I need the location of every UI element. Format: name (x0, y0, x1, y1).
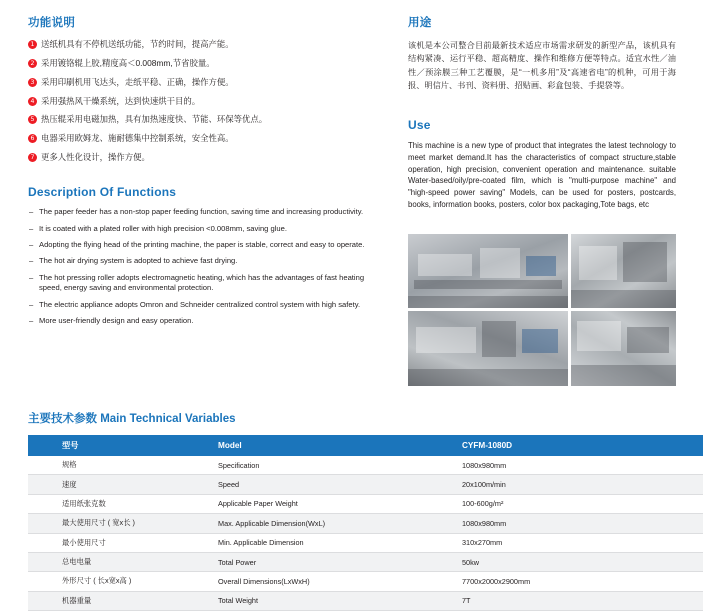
list-item (28, 77, 368, 88)
list-item-text: 采用印刷机用飞达头，走纸平稳、正确，操作方便。 (41, 76, 234, 87)
functions-list (28, 39, 368, 163)
cell-label-cn: 最小使用尺寸 (28, 533, 210, 552)
cell-label-cn: 适用纸张克数 (28, 494, 210, 513)
cell-label-en: Max. Applicable Dimension(WxL) (210, 514, 454, 533)
description-title-en: Description Of Functions (28, 185, 177, 200)
number-badge-icon: 7 (28, 153, 37, 162)
list-item (28, 133, 368, 144)
list-item (28, 39, 368, 50)
list-item: – The paper feeder has a non-stop paper feeding function, saving time and increasing productivity. (28, 207, 368, 218)
column-header-model-cn: 型号 (28, 435, 210, 456)
table-row (28, 591, 703, 610)
cell-label-cn: 总电电量 (28, 552, 210, 571)
usage-title-cn: 用途 (408, 17, 432, 29)
cell-value: 50kw (454, 552, 703, 571)
list-item: – Adopting the flying head of the printing machine, the paper is stable, correct and easy to operate. (28, 240, 368, 251)
number-badge-icon: 6 (28, 134, 37, 143)
table-row (28, 572, 703, 591)
cell-value: 1080x980mm (454, 514, 703, 533)
list-item-text: 送纸机具有不停机送纸功能，节约时间，提高产能。 (41, 39, 234, 49)
list-item: – More user-friendly design and easy operation. (28, 316, 368, 327)
machine-photo-4 (571, 311, 676, 386)
table-row (28, 552, 703, 571)
list-item-text: 更多人性化设计，操作方便。 (41, 152, 150, 163)
description-list (28, 207, 368, 326)
cell-label-cn: 外形尺寸 ( 长x宽x高 ) (28, 572, 210, 591)
list-item (28, 96, 368, 107)
cell-label-cn: 规格 (28, 456, 210, 475)
right-column (408, 14, 676, 210)
column-header-value: CYFM-1080D (454, 435, 703, 456)
cell-value: 310x270mm (454, 533, 703, 552)
cell-value: 7700x2000x2900mm (454, 572, 703, 591)
table-row (28, 494, 703, 513)
specs-table (28, 435, 703, 611)
left-column (28, 14, 368, 332)
functions-title-cn: 功能说明 (28, 17, 76, 29)
number-badge-icon: 4 (28, 97, 37, 106)
list-item-text: 采用镀铬辊上胶,精度高＜0.008mm,节省胶量。 (41, 57, 215, 68)
number-badge-icon: 3 (28, 78, 37, 87)
cell-label-en: Applicable Paper Weight (210, 494, 454, 513)
list-item (28, 58, 368, 69)
number-badge-icon: 5 (28, 115, 37, 124)
cell-label-en: Total Weight (210, 591, 454, 610)
list-item-text: 采用强热风干燥系统，达到快速烘干目的。 (41, 95, 201, 106)
machine-photo-3 (408, 311, 568, 386)
cell-label-en: Min. Applicable Dimension (210, 533, 454, 552)
list-item-text: 热压辊采用电磁加热，具有加热速度快、节能、环保等优点。 (41, 114, 268, 125)
cell-label-cn: 速度 (28, 475, 210, 494)
cell-label-en: Overall Dimensions(LxWxH) (210, 572, 454, 591)
table-row (28, 475, 703, 494)
list-item (28, 152, 368, 163)
cell-value: 20x100m/min (454, 475, 703, 494)
specs-title: 主要技术参数 Main Technical Variables (28, 413, 236, 425)
cell-value: 1080x980mm (454, 456, 703, 475)
cell-label-en: Speed (210, 475, 454, 494)
list-item: – The electric appliance adopts Omron and Schneider centralized control system with high safety. (28, 300, 368, 311)
cell-label-en: Total Power (210, 552, 454, 571)
list-item: – It is coated with a plated roller with high precision <0.008mm, saving glue. (28, 224, 368, 235)
usage-paragraph-en: This machine is a new type of product that integrates the latest technology to meet market demand.It has the characteristics of compact structure,stable operation, high precision, convenient operation and maintenance. suitable Water-based/oily/pre-coated film, which is "multi-purpose machine" and "high-speed power saving" Models, can be used for posters, postcards, books, information books, posters, color box packaging,Tote bags, etc (408, 141, 676, 209)
usage-paragraph-cn: 该机是本公司整合目前最新技术适应市场需求研发的新型产品，该机具有结构紧凑、运行平稳、超高精度、操作和维修方便等特点。适宜水性／油性／预涂膜三种工艺覆膜，是“一机多用”及“高速省电”的机种，可用于海报、明信片、书刊、资料册、招贴画、彩盒包装、手提袋等。 (408, 41, 676, 90)
table-header-row (28, 435, 703, 456)
cell-value: 100-600g/m² (454, 494, 703, 513)
machine-photo-1 (408, 234, 568, 308)
column-header-model-en: Model (210, 435, 454, 456)
cell-value: 7T (454, 591, 703, 610)
photo-gallery (408, 234, 676, 386)
use-block (408, 118, 676, 210)
cell-label-cn: 机器重量 (28, 591, 210, 610)
list-item-text: 电器采用欧姆龙、施耐德集中控制系统，安全性高。 (41, 133, 234, 144)
list-item: – The hot air drying system is adopted to achieve fast drying. (28, 256, 368, 267)
specs-section (28, 410, 676, 611)
number-badge-icon: 1 (28, 40, 37, 49)
table-row (28, 533, 703, 552)
machine-photo-2 (571, 234, 676, 308)
list-item (28, 114, 368, 125)
table-row (28, 514, 703, 533)
cell-label-en: Specification (210, 456, 454, 475)
cell-label-cn: 最大使用尺寸 ( 宽x长 ) (28, 514, 210, 533)
number-badge-icon: 2 (28, 59, 37, 68)
usage-title-en: Use (408, 118, 431, 133)
description-block (28, 185, 368, 326)
table-row (28, 456, 703, 475)
list-item: – The hot pressing roller adopts electromagnetic heating, which has the advantages of fast heating speed, energy saving and environmental protection. (28, 273, 368, 295)
